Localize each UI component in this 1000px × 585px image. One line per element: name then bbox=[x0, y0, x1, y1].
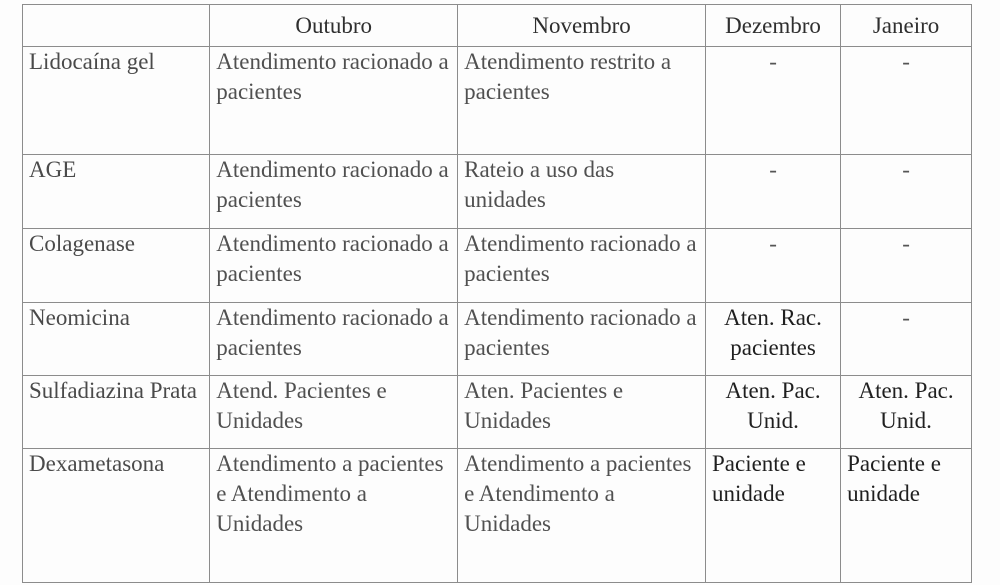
cell-outubro: Atendimento racionado a pacientes bbox=[210, 47, 458, 155]
cell-janeiro: - bbox=[841, 155, 972, 229]
supply-status-table bbox=[22, 4, 972, 583]
row-medication-name: Colagenase bbox=[23, 229, 210, 303]
cell-outubro: Atendimento a pacientes e Atendimento a Unidades bbox=[210, 449, 458, 583]
header-row bbox=[23, 5, 972, 47]
cell-novembro: Atendimento restrito a pacientes bbox=[458, 47, 706, 155]
cell-outubro: Atend. Pacientes e Unidades bbox=[210, 376, 458, 449]
cell-janeiro: - bbox=[841, 303, 972, 376]
cell-outubro: Atendimento racionado a pacientes bbox=[210, 303, 458, 376]
table-row bbox=[23, 229, 972, 303]
cell-novembro: Atendimento racionado a pacientes bbox=[458, 229, 706, 303]
cell-novembro: Aten. Pacientes e Unidades bbox=[458, 376, 706, 449]
cell-novembro: Rateio a uso das unidades bbox=[458, 155, 706, 229]
header-novembro: Novembro bbox=[458, 5, 706, 47]
header-cell-empty bbox=[23, 5, 210, 47]
row-medication-name: Neomicina bbox=[23, 303, 210, 376]
cell-janeiro: Paciente e unidade bbox=[841, 449, 972, 583]
row-medication-name: Lidocaína gel bbox=[23, 47, 210, 155]
table-row bbox=[23, 449, 972, 583]
cell-dezembro: - bbox=[705, 229, 840, 303]
header-outubro: Outubro bbox=[210, 5, 458, 47]
cell-novembro: Atendimento racionado a pacientes bbox=[458, 303, 706, 376]
row-medication-name: AGE bbox=[23, 155, 210, 229]
cell-janeiro: - bbox=[841, 229, 972, 303]
cell-dezembro: Paciente e unidade bbox=[705, 449, 840, 583]
table-row bbox=[23, 376, 972, 449]
row-medication-name: Dexametasona bbox=[23, 449, 210, 583]
cell-dezembro: - bbox=[705, 47, 840, 155]
cell-janeiro: Aten. Pac. Unid. bbox=[841, 376, 972, 449]
cell-dezembro: Aten. Pac. Unid. bbox=[705, 376, 840, 449]
cell-dezembro: - bbox=[705, 155, 840, 229]
cell-dezembro: Aten. Rac. pacientes bbox=[705, 303, 840, 376]
table-row bbox=[23, 155, 972, 229]
cell-novembro: Atendimento a pacientes e Atendimento a Unidades bbox=[458, 449, 706, 583]
header-janeiro: Janeiro bbox=[841, 5, 972, 47]
table-row bbox=[23, 47, 972, 155]
row-medication-name: Sulfadiazina Prata bbox=[23, 376, 210, 449]
table-row bbox=[23, 303, 972, 376]
header-dezembro: Dezembro bbox=[705, 5, 840, 47]
cell-outubro: Atendimento racionado a pacientes bbox=[210, 155, 458, 229]
cell-outubro: Atendimento racionado a pacientes bbox=[210, 229, 458, 303]
cell-janeiro: - bbox=[841, 47, 972, 155]
